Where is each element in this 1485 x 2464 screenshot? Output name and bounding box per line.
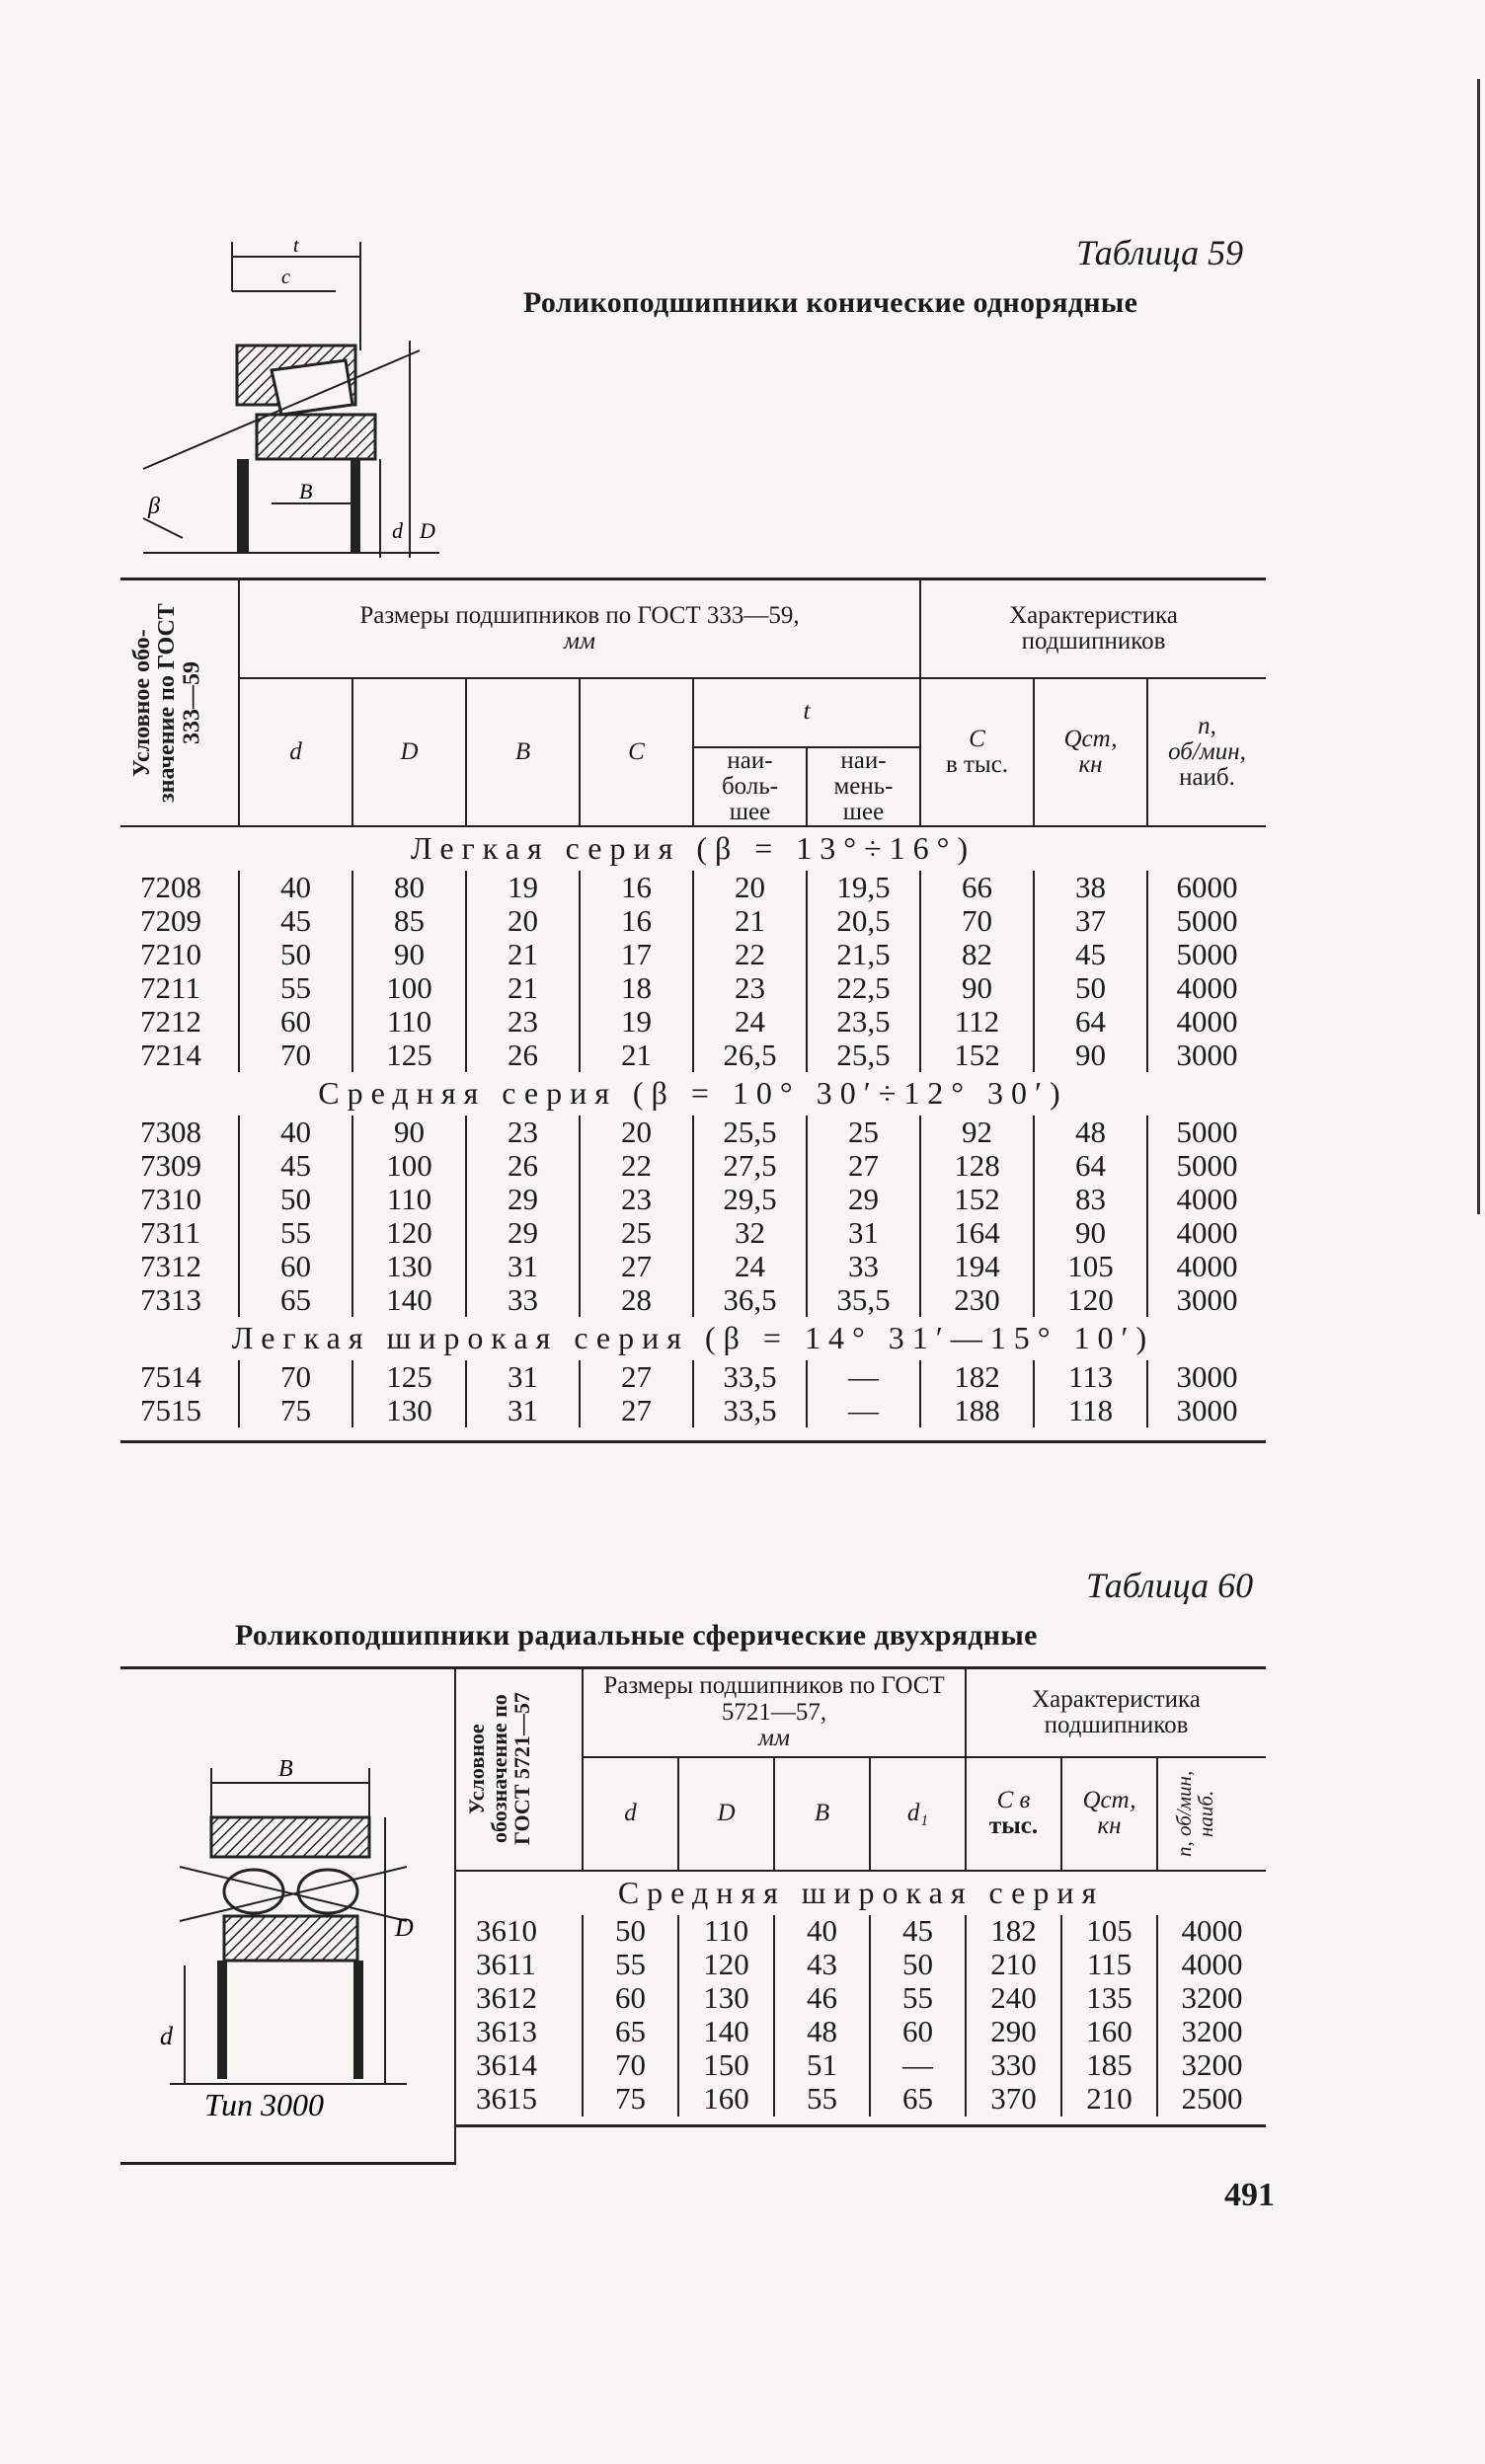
t60-cell: 60 bbox=[870, 2016, 966, 2049]
t59-cell: 20 bbox=[580, 1116, 693, 1149]
t59-cell: 25,5 bbox=[807, 1039, 920, 1072]
table-row bbox=[120, 904, 1266, 938]
t60-cell: 160 bbox=[1061, 2016, 1157, 2049]
t59-cell: 31 bbox=[466, 1360, 580, 1394]
t59-cell: 100 bbox=[352, 971, 466, 1005]
t59-cell: 20 bbox=[466, 904, 580, 938]
table-row bbox=[120, 1216, 1266, 1250]
t59-cell: 22 bbox=[580, 1149, 693, 1183]
t59-cell: 92 bbox=[920, 1116, 1034, 1149]
t60-cell: 70 bbox=[583, 2049, 678, 2083]
t59-cell: — bbox=[807, 1360, 920, 1394]
t59-cell: 5000 bbox=[1176, 902, 1238, 938]
label-beta: β bbox=[148, 494, 160, 519]
t59-cell: 26 bbox=[466, 1039, 580, 1072]
tapered-bearing-figure bbox=[123, 232, 469, 568]
table59-number: Таблица 59 bbox=[1076, 233, 1244, 272]
t59-cell: 35,5 bbox=[807, 1283, 920, 1317]
t60-cell: 3610 bbox=[456, 1915, 583, 1949]
label-c: c bbox=[281, 267, 290, 288]
t59-cell: 33 bbox=[807, 1250, 920, 1283]
t59-cell: 36,5 bbox=[693, 1283, 807, 1317]
t59-cell: 75 bbox=[239, 1394, 352, 1427]
t59-col-t-min: наи- мень- шее bbox=[807, 747, 920, 827]
t59-cell: 23 bbox=[466, 1116, 580, 1149]
t60-cell: 185 bbox=[1061, 2049, 1157, 2083]
t59-series1: Легкая серия (β = 13°÷16°) bbox=[410, 830, 977, 867]
t60-cell: 240 bbox=[966, 1982, 1061, 2016]
t59-cell: 194 bbox=[920, 1250, 1034, 1283]
label-d: d bbox=[160, 2022, 173, 2050]
t60-group-char: Характеристика подшипников bbox=[966, 1668, 1266, 1757]
t59-cell: 25 bbox=[807, 1116, 920, 1149]
t59-cell: 45 bbox=[239, 904, 352, 938]
t60-cell: 3614 bbox=[456, 2049, 583, 2083]
t59-cell: 4000 bbox=[1176, 969, 1238, 1005]
t59-col-C: C в тыс. bbox=[920, 678, 1034, 827]
t59-cell: 24 bbox=[693, 1005, 807, 1039]
t59-cell: 70 bbox=[239, 1360, 352, 1394]
t59-cell: 100 bbox=[352, 1149, 466, 1183]
t59-cell: 45 bbox=[239, 1149, 352, 1183]
t59-col-t-max: наи- боль- шее bbox=[693, 747, 807, 827]
t60-cell: 65 bbox=[870, 2083, 966, 2117]
t59-cell: 140 bbox=[352, 1283, 466, 1317]
t59-cell: 82 bbox=[920, 938, 1034, 971]
table-row bbox=[456, 2016, 1266, 2049]
t59-cell: 5000 bbox=[1176, 1114, 1238, 1149]
table-row bbox=[120, 1149, 1266, 1183]
t59-cell: 26,5 bbox=[693, 1039, 807, 1072]
t60-cell: 3612 bbox=[456, 1982, 583, 2016]
t59-cell: 130 bbox=[352, 1250, 466, 1283]
t60-cell: — bbox=[870, 2049, 966, 2083]
t59-cell: 26 bbox=[466, 1149, 580, 1183]
t60-cell: 50 bbox=[870, 1949, 966, 1982]
t60-cell: 50 bbox=[583, 1915, 678, 1949]
t60-cell: 3200 bbox=[1181, 2047, 1243, 2083]
t59-cell: 3000 bbox=[1176, 1358, 1238, 1394]
t59-cell: 5000 bbox=[1176, 936, 1238, 971]
t60-cell: 4000 bbox=[1181, 1913, 1243, 1949]
t59-cell: 7312 bbox=[120, 1250, 239, 1283]
table-row bbox=[120, 1283, 1266, 1317]
table-row bbox=[120, 1250, 1266, 1283]
t60-cell: 4000 bbox=[1181, 1947, 1243, 1982]
t60-cell: 370 bbox=[966, 2083, 1061, 2117]
t59-cell: 55 bbox=[239, 1216, 352, 1250]
t59-cell: 31 bbox=[466, 1394, 580, 1427]
table60 bbox=[456, 1666, 1266, 2127]
t60-cell: 3200 bbox=[1181, 1980, 1243, 2016]
t59-cell: 7313 bbox=[120, 1283, 239, 1317]
table-row bbox=[456, 1982, 1266, 2016]
t59-cell: 113 bbox=[1034, 1360, 1147, 1394]
t59-cell: 31 bbox=[807, 1216, 920, 1250]
t59-cell: 112 bbox=[920, 1005, 1034, 1039]
t60-cell: 3613 bbox=[456, 2016, 583, 2049]
t59-cell: 25 bbox=[580, 1216, 693, 1250]
t60-cell: 105 bbox=[1061, 1915, 1157, 1949]
t59-cell: 31 bbox=[466, 1250, 580, 1283]
t59-cell: 182 bbox=[920, 1360, 1034, 1394]
t59-cell: 7212 bbox=[120, 1005, 239, 1039]
t59-cell: 7309 bbox=[120, 1149, 239, 1183]
t59-cell: 27,5 bbox=[693, 1149, 807, 1183]
t59-cell: 4000 bbox=[1176, 1248, 1238, 1283]
t59-cell: 21 bbox=[466, 938, 580, 971]
t59-cell: 110 bbox=[352, 1183, 466, 1216]
t59-cell: 125 bbox=[352, 1360, 466, 1394]
label-D: D bbox=[395, 1913, 414, 1942]
t59-cell: 90 bbox=[1034, 1039, 1147, 1072]
t59-col-t: t bbox=[693, 678, 920, 747]
table-row bbox=[120, 1005, 1266, 1039]
table-row bbox=[120, 1183, 1266, 1216]
t59-cell: 4000 bbox=[1176, 1214, 1238, 1250]
t59-cell: 60 bbox=[239, 1250, 352, 1283]
t59-cell: 38 bbox=[1034, 871, 1147, 904]
t60-cell: 65 bbox=[583, 2016, 678, 2049]
t60-cell: 51 bbox=[774, 2049, 870, 2083]
t60-cell: 210 bbox=[966, 1949, 1061, 1982]
label-B: B bbox=[299, 479, 313, 503]
t60-cell: 3200 bbox=[1181, 2014, 1243, 2049]
t60-col-d1: d₁ bbox=[870, 1757, 966, 1871]
t59-cell: 21 bbox=[580, 1039, 693, 1072]
t59-cell: 29 bbox=[807, 1183, 920, 1216]
t59-cell: 21 bbox=[693, 904, 807, 938]
t59-cell: 22 bbox=[693, 938, 807, 971]
t59-cell: 7514 bbox=[120, 1360, 239, 1394]
t59-cell: 27 bbox=[580, 1360, 693, 1394]
t59-cell: 27 bbox=[580, 1250, 693, 1283]
t60-cell: 330 bbox=[966, 2049, 1061, 2083]
t59-col-D: D bbox=[352, 678, 466, 827]
t59-cell: 5000 bbox=[1176, 1147, 1238, 1183]
t59-cell: 50 bbox=[239, 938, 352, 971]
t59-cell: 118 bbox=[1034, 1394, 1147, 1427]
t59-cell: 20 bbox=[693, 871, 807, 904]
t60-group-sizes: Размеры подшипников по ГОСТ 5721—57, мм bbox=[583, 1668, 966, 1757]
t60-col-D: D bbox=[678, 1757, 774, 1871]
t59-cell: 125 bbox=[352, 1039, 466, 1072]
page-number: 491 bbox=[1224, 2177, 1275, 2213]
t60-cell: 45 bbox=[870, 1915, 966, 1949]
t59-cell: 120 bbox=[352, 1216, 466, 1250]
t59-cell: 55 bbox=[239, 971, 352, 1005]
table-row bbox=[120, 871, 1266, 904]
t59-cell: 90 bbox=[352, 938, 466, 971]
t60-cell: 55 bbox=[774, 2083, 870, 2117]
t59-cell: 7308 bbox=[120, 1116, 239, 1149]
t59-cell: 83 bbox=[1034, 1183, 1147, 1216]
t59-cell: 3000 bbox=[1176, 1037, 1238, 1072]
t59-group-sizes: Размеры подшипников по ГОСТ 333—59, мм bbox=[239, 579, 920, 678]
t60-col-d: d bbox=[583, 1757, 678, 1871]
t59-cell: 66 bbox=[920, 871, 1034, 904]
t59-series2: Средняя серия (β = 10° 30′÷12° 30′) bbox=[318, 1075, 1068, 1112]
t59-cell: 3000 bbox=[1176, 1392, 1238, 1427]
t59-cell: 33,5 bbox=[693, 1394, 807, 1427]
t59-cell: 60 bbox=[239, 1005, 352, 1039]
table-row bbox=[120, 1360, 1266, 1394]
t60-cell: 140 bbox=[678, 2016, 774, 2049]
t59-cell: 20,5 bbox=[807, 904, 920, 938]
t59-cell: 27 bbox=[807, 1149, 920, 1183]
t59-cell: 3000 bbox=[1176, 1281, 1238, 1317]
t59-cell: 7311 bbox=[120, 1216, 239, 1250]
t59-cell: 4000 bbox=[1176, 1003, 1238, 1039]
t59-cell: 25,5 bbox=[693, 1116, 807, 1149]
t60-col-Q: Qст, кн bbox=[1061, 1757, 1157, 1871]
t59-series3: Легкая широкая серия (β = 14° 31′—15° 10′) bbox=[231, 1320, 1155, 1356]
label-t: t bbox=[293, 235, 299, 257]
t59-cell: 23 bbox=[466, 1005, 580, 1039]
t59-col-Q: Qст, кн bbox=[1034, 678, 1147, 827]
t59-cell: 4000 bbox=[1176, 1181, 1238, 1216]
t60-col-B: B bbox=[774, 1757, 870, 1871]
t59-cell: 120 bbox=[1034, 1283, 1147, 1317]
t60-series: Средняя широкая серия bbox=[617, 1874, 1105, 1910]
page-edge-line bbox=[1477, 79, 1480, 1214]
t59-cell: 21,5 bbox=[807, 938, 920, 971]
table-row bbox=[120, 1116, 1266, 1149]
t59-cell: 33 bbox=[466, 1283, 580, 1317]
t59-col-d: d bbox=[239, 678, 352, 827]
t59-cell: 23 bbox=[580, 1183, 693, 1216]
table60-number: Таблица 60 bbox=[1086, 1566, 1254, 1605]
t59-cell: 48 bbox=[1034, 1116, 1147, 1149]
t60-cell: 290 bbox=[966, 2016, 1061, 2049]
t59-cell: 90 bbox=[352, 1116, 466, 1149]
t59-cell: 164 bbox=[920, 1216, 1034, 1250]
t59-cell: 22,5 bbox=[807, 971, 920, 1005]
t60-cell: 2500 bbox=[1181, 2081, 1243, 2117]
t59-cell: 19,5 bbox=[807, 871, 920, 904]
t59-cell: 80 bbox=[352, 871, 466, 904]
t59-cell: 6000 bbox=[1176, 869, 1238, 904]
t60-cell: 46 bbox=[774, 1982, 870, 2016]
t59-cell: 50 bbox=[1034, 971, 1147, 1005]
t59-cell: 7211 bbox=[120, 971, 239, 1005]
table-row bbox=[120, 938, 1266, 971]
spherical-bearing-figure bbox=[120, 1669, 452, 2158]
t59-cell: 65 bbox=[239, 1283, 352, 1317]
spherical-bearing-figure-panel bbox=[120, 1666, 456, 2165]
t60-col-designation: Условное обозначение по ГОСТ 5721—57 bbox=[456, 1668, 583, 1871]
t59-cell: 27 bbox=[580, 1394, 693, 1427]
t60-cell: 182 bbox=[966, 1915, 1061, 1949]
t59-cell: 40 bbox=[239, 871, 352, 904]
t59-cell: 7210 bbox=[120, 938, 239, 971]
t59-col-Cw: C bbox=[580, 678, 693, 827]
t60-cell: 75 bbox=[583, 2083, 678, 2117]
t60-cell: 120 bbox=[678, 1949, 774, 1982]
t59-cell: 17 bbox=[580, 938, 693, 971]
table-row bbox=[120, 1394, 1266, 1427]
t59-cell: 45 bbox=[1034, 938, 1147, 971]
t60-cell: 115 bbox=[1061, 1949, 1157, 1982]
t59-cell: 188 bbox=[920, 1394, 1034, 1427]
t59-cell: 70 bbox=[239, 1039, 352, 1072]
table59-title: Роликоподшипники конические однорядные bbox=[523, 286, 1138, 319]
t60-cell: 110 bbox=[678, 1915, 774, 1949]
t60-cell: 150 bbox=[678, 2049, 774, 2083]
t59-cell: 152 bbox=[920, 1039, 1034, 1072]
t59-cell: 37 bbox=[1034, 904, 1147, 938]
t60-cell: 160 bbox=[678, 2083, 774, 2117]
table-row bbox=[456, 1915, 1266, 1949]
table-row bbox=[120, 1039, 1266, 1072]
t60-cell: 48 bbox=[774, 2016, 870, 2049]
t60-cell: 135 bbox=[1061, 1982, 1157, 2016]
t59-cell: 50 bbox=[239, 1183, 352, 1216]
t59-cell: 18 bbox=[580, 971, 693, 1005]
t59-cell: 29 bbox=[466, 1216, 580, 1250]
t59-cell: 40 bbox=[239, 1116, 352, 1149]
t59-cell: 7214 bbox=[120, 1039, 239, 1072]
t59-cell: 29,5 bbox=[693, 1183, 807, 1216]
t59-cell: 24 bbox=[693, 1250, 807, 1283]
t59-cell: 130 bbox=[352, 1394, 466, 1427]
t59-cell: 90 bbox=[920, 971, 1034, 1005]
table-row bbox=[120, 971, 1266, 1005]
t59-cell: 21 bbox=[466, 971, 580, 1005]
table-row bbox=[456, 2083, 1266, 2117]
t59-col-designation: Условное обо- значение по ГОСТ 333—59 bbox=[120, 579, 239, 827]
t59-cell: 7515 bbox=[120, 1394, 239, 1427]
t59-col-n: n, об/мин, наиб. bbox=[1147, 678, 1266, 827]
table-row bbox=[456, 2049, 1266, 2083]
t59-cell: 128 bbox=[920, 1149, 1034, 1183]
t59-cell: 29 bbox=[466, 1183, 580, 1216]
t59-col-B: B bbox=[466, 678, 580, 827]
t60-col-C: C в тыс. bbox=[966, 1757, 1061, 1871]
table59 bbox=[120, 578, 1266, 1443]
t59-cell: 7209 bbox=[120, 904, 239, 938]
t60-cell: 55 bbox=[870, 1982, 966, 2016]
t59-cell: — bbox=[807, 1394, 920, 1427]
t59-cell: 33,5 bbox=[693, 1360, 807, 1394]
t60-cell: 130 bbox=[678, 1982, 774, 2016]
t59-cell: 110 bbox=[352, 1005, 466, 1039]
label-D: D bbox=[420, 518, 435, 543]
t59-group-char: Характеристика подшипников bbox=[920, 579, 1266, 678]
t60-cell: 40 bbox=[774, 1915, 870, 1949]
t60-cell: 3615 bbox=[456, 2083, 583, 2117]
t59-cell: 64 bbox=[1034, 1149, 1147, 1183]
label-B: B bbox=[278, 1756, 293, 1782]
t59-cell: 23,5 bbox=[807, 1005, 920, 1039]
t59-cell: 90 bbox=[1034, 1216, 1147, 1250]
t60-cell: 43 bbox=[774, 1949, 870, 1982]
t59-cell: 23 bbox=[693, 971, 807, 1005]
t59-cell: 7208 bbox=[120, 871, 239, 904]
table-row bbox=[456, 1949, 1266, 1982]
t59-cell: 32 bbox=[693, 1216, 807, 1250]
t59-cell: 19 bbox=[580, 1005, 693, 1039]
table60-title: Роликоподшипники радиальные сферические двухрядные bbox=[235, 1619, 1038, 1652]
t59-cell: 19 bbox=[466, 871, 580, 904]
t59-cell: 152 bbox=[920, 1183, 1034, 1216]
t59-cell: 28 bbox=[580, 1283, 693, 1317]
figure-caption: Тип 3000 bbox=[204, 2087, 325, 2122]
t59-cell: 105 bbox=[1034, 1250, 1147, 1283]
t59-cell: 230 bbox=[920, 1283, 1034, 1317]
t59-cell: 70 bbox=[920, 904, 1034, 938]
t59-cell: 7310 bbox=[120, 1183, 239, 1216]
t59-cell: 16 bbox=[580, 904, 693, 938]
t60-cell: 60 bbox=[583, 1982, 678, 2016]
t59-cell: 85 bbox=[352, 904, 466, 938]
t59-cell: 64 bbox=[1034, 1005, 1147, 1039]
label-d: d bbox=[392, 518, 403, 543]
t60-cell: 210 bbox=[1061, 2083, 1157, 2117]
t60-cell: 55 bbox=[583, 1949, 678, 1982]
t60-col-n: n, об/мин, наиб. bbox=[1157, 1757, 1266, 1871]
t59-cell: 16 bbox=[580, 871, 693, 904]
t60-cell: 3611 bbox=[456, 1949, 583, 1982]
